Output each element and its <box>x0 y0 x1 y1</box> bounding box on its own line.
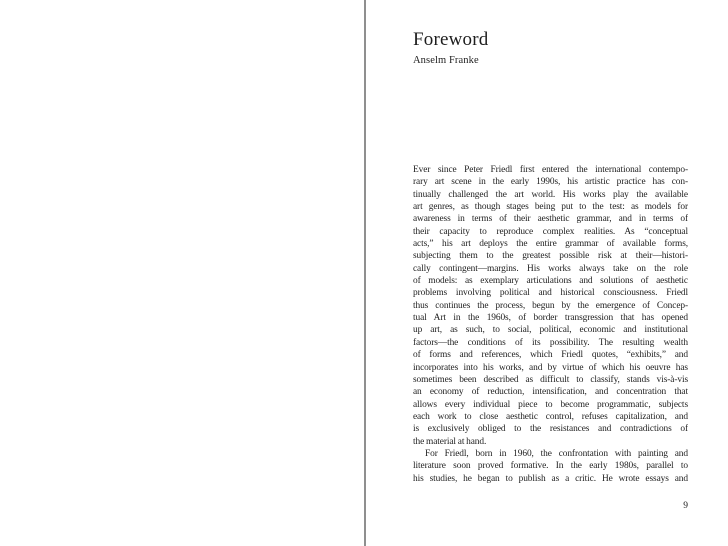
text-line: of forms and references, which Friedl quotes, “exhibits,” and <box>413 350 688 361</box>
text-line: rary art scene in the early 1990s, his artistic practice has con- <box>413 177 688 188</box>
text-line: allows every individual piece to become programmatic, subjects <box>413 399 688 410</box>
text-line: awareness in terms of their aesthetic grammar, and in terms of <box>413 214 688 225</box>
page-number: 9 <box>683 501 688 511</box>
paragraph <box>413 448 688 485</box>
text-line: tual Art in the 1960s, of border transgression that has opened <box>413 313 688 324</box>
page-title: Foreword <box>413 29 489 50</box>
text-line: incorporates into his works, and by virtue of which his oeuvre has <box>413 362 688 373</box>
text-line: subjecting them to the greatest possible risk at their—histori- <box>413 251 688 262</box>
text-line: factors—the conditions of its possibility. The resulting wealth <box>413 337 688 348</box>
text-line: the material at hand. <box>413 436 487 447</box>
text-line: his studies, he began to publish as a critic. He wrote essays and <box>413 473 688 484</box>
text-line: Ever since Peter Friedl first entered the international contempo- <box>413 165 688 175</box>
text-line: their capacity to reproduce complex realities. As “conceptual <box>413 226 688 237</box>
text-line: of models: as exemplary articulations and solutions of aesthetic <box>413 276 688 287</box>
text-line: sometimes been described as difficult to classify, stands vis-à-vis <box>413 374 688 385</box>
text-line: acts,” his art deploys the entire grammar of available forms, <box>413 239 688 250</box>
text-line: literature soon proved formative. In the early 1980s, parallel to <box>413 461 688 472</box>
text-line: For Friedl, born in 1960, the confrontation with painting and <box>425 448 688 459</box>
text-line: cally contingent—margins. His works always take on the role <box>413 263 688 274</box>
text-line: thus continues the process, begun by the emergence of Concep- <box>413 300 688 311</box>
paragraph <box>413 164 688 448</box>
text-line: an economy of reduction, intensification, and concentration that <box>413 387 688 398</box>
text-line: up art, as such, to social, political, economic and institutional <box>413 325 688 336</box>
text-line: each work to close aesthetic control, refuses capitalization, and <box>413 411 688 422</box>
author-name: Anselm Franke <box>413 55 479 66</box>
text-line: is exclusively obliged to the resistances and contradictions of <box>413 424 688 435</box>
text-line: art genres, as though stages being put to the test: as models for <box>413 202 688 213</box>
body-text <box>413 164 688 485</box>
text-line: tinually challenged the art world. His works play the available <box>413 189 688 200</box>
text-line: problems involving political and historical consciousness. Friedl <box>413 288 688 299</box>
